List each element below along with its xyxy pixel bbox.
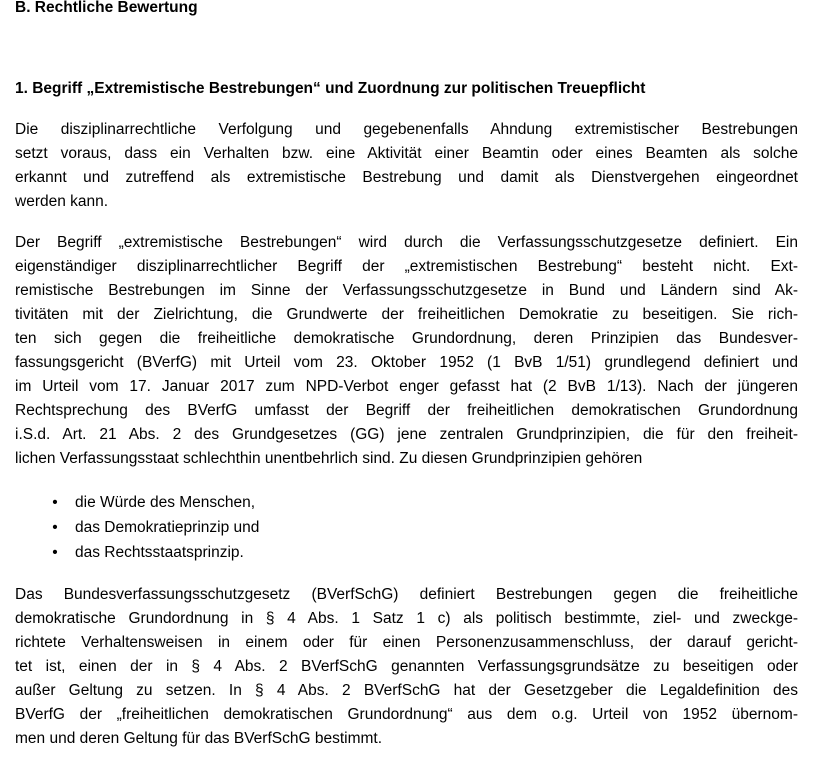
paragraph-line: erkannt und zutreffend als extremistische Bestrebung und damit als Dienstvergehen eingeordnet: [15, 169, 798, 186]
list-item: [15, 540, 798, 565]
paragraph-line: außer Geltung zu setzen. In § 4 Abs. 2 BVerfSchG hat der Gesetzgeber die Legaldefinition des: [15, 682, 798, 699]
list-item-text: die Würde des Menschen,: [75, 494, 256, 511]
paragraph-bverfschg: [15, 583, 798, 751]
paragraph-line: men und deren Geltung für das BVerfSchG bestimmt.: [15, 730, 383, 747]
paragraph-line: demokratische Grundordnung in § 4 Abs. 1 Satz 1 c) als politisch bestimmte, ziel- und zweckge-: [15, 610, 798, 627]
paragraph-line: Rechtsprechung des BVerfG umfasst der Begriff der freiheitlichen demokratischen Grundordnung: [15, 402, 798, 419]
paragraph-line: eigenständiger disziplinarrechtlicher Begriff der „extremistischen Bestrebung“ besteht nicht. Ext-: [15, 258, 798, 275]
paragraph-line: Die disziplinarrechtliche Verfolgung und gegebenenfalls Ahndung extremistischer Bestrebungen: [15, 121, 798, 138]
paragraph-line: richtete Verhaltensweisen in einem oder für einen Personenzusammenschluss, der darauf gericht-: [15, 634, 798, 651]
bullet-icon: •: [52, 544, 58, 561]
list-item-text: das Demokratieprinzip und: [75, 519, 260, 536]
list-item-text: das Rechtsstaatsprinzip.: [75, 544, 244, 561]
bullet-list: [15, 490, 798, 565]
paragraph-line: remistische Bestrebungen im Sinne der Verfassungsschutzgesetze in Bund und Ländern sind Ak-: [15, 282, 798, 299]
subsection-heading: 1. Begriff „Extremistische Bestrebungen“ und Zuordnung zur politischen Treuepflicht: [15, 80, 646, 97]
paragraph-line: lichen Verfassungsstaat schlechthin unentbehrlich sind. Zu diesen Grundprinzipien gehören: [15, 450, 643, 467]
section-heading: B. Rechtliche Bewertung: [15, 0, 198, 16]
paragraph-line: im Urteil vom 17. Januar 2017 zum NPD-Verbot enger gefasst hat (2 BvB 1/13). Nach der jüngeren: [15, 378, 798, 395]
paragraph-line: i.S.d. Art. 21 Abs. 2 des Grundgesetzes (GG) jene zentralen Grundprinzipien, die für den freiheit-: [15, 426, 798, 443]
bullet-icon: •: [52, 519, 58, 536]
paragraph-definition: [15, 231, 798, 471]
paragraph-line: ten sich gegen die freiheitliche demokratische Grundordnung, deren Prinzipien das Bundesver-: [15, 330, 798, 347]
paragraph-line: Der Begriff „extremistische Bestrebungen“ wird durch die Verfassungsschutzgesetze definiert. Ein: [15, 234, 798, 251]
paragraph-line: BVerfG der „freiheitlichen demokratischen Grundordnung“ aus dem o.g. Urteil von 1952 übernom-: [15, 706, 798, 723]
list-item: [15, 490, 798, 515]
paragraph-line: Das Bundesverfassungsschutzgesetz (BVerfSchG) definiert Bestrebungen gegen die freiheitliche: [15, 586, 798, 603]
paragraph-line: werden kann.: [15, 193, 109, 210]
paragraph-line: tet ist, einen der in § 4 Abs. 2 BVerfSchG genannten Verfassungsgrundsätze zu beseitigen oder: [15, 658, 798, 675]
paragraph-line: tivitäten mit der Zielrichtung, die Grundwerte der freiheitlichen Demokratie zu beseitigen. Sie rich-: [15, 306, 798, 323]
paragraph-line: fassungsgericht (BVerfG) mit Urteil vom 23. Oktober 1952 (1 BvB 1/51) grundlegend definiert und: [15, 354, 798, 371]
paragraph-line: setzt voraus, dass ein Verhalten bzw. eine Aktivität einer Beamtin oder eines Beamten als solche: [15, 145, 798, 162]
bullet-icon: •: [52, 494, 58, 511]
list-item: [15, 515, 798, 540]
paragraph-intro: [15, 118, 798, 214]
